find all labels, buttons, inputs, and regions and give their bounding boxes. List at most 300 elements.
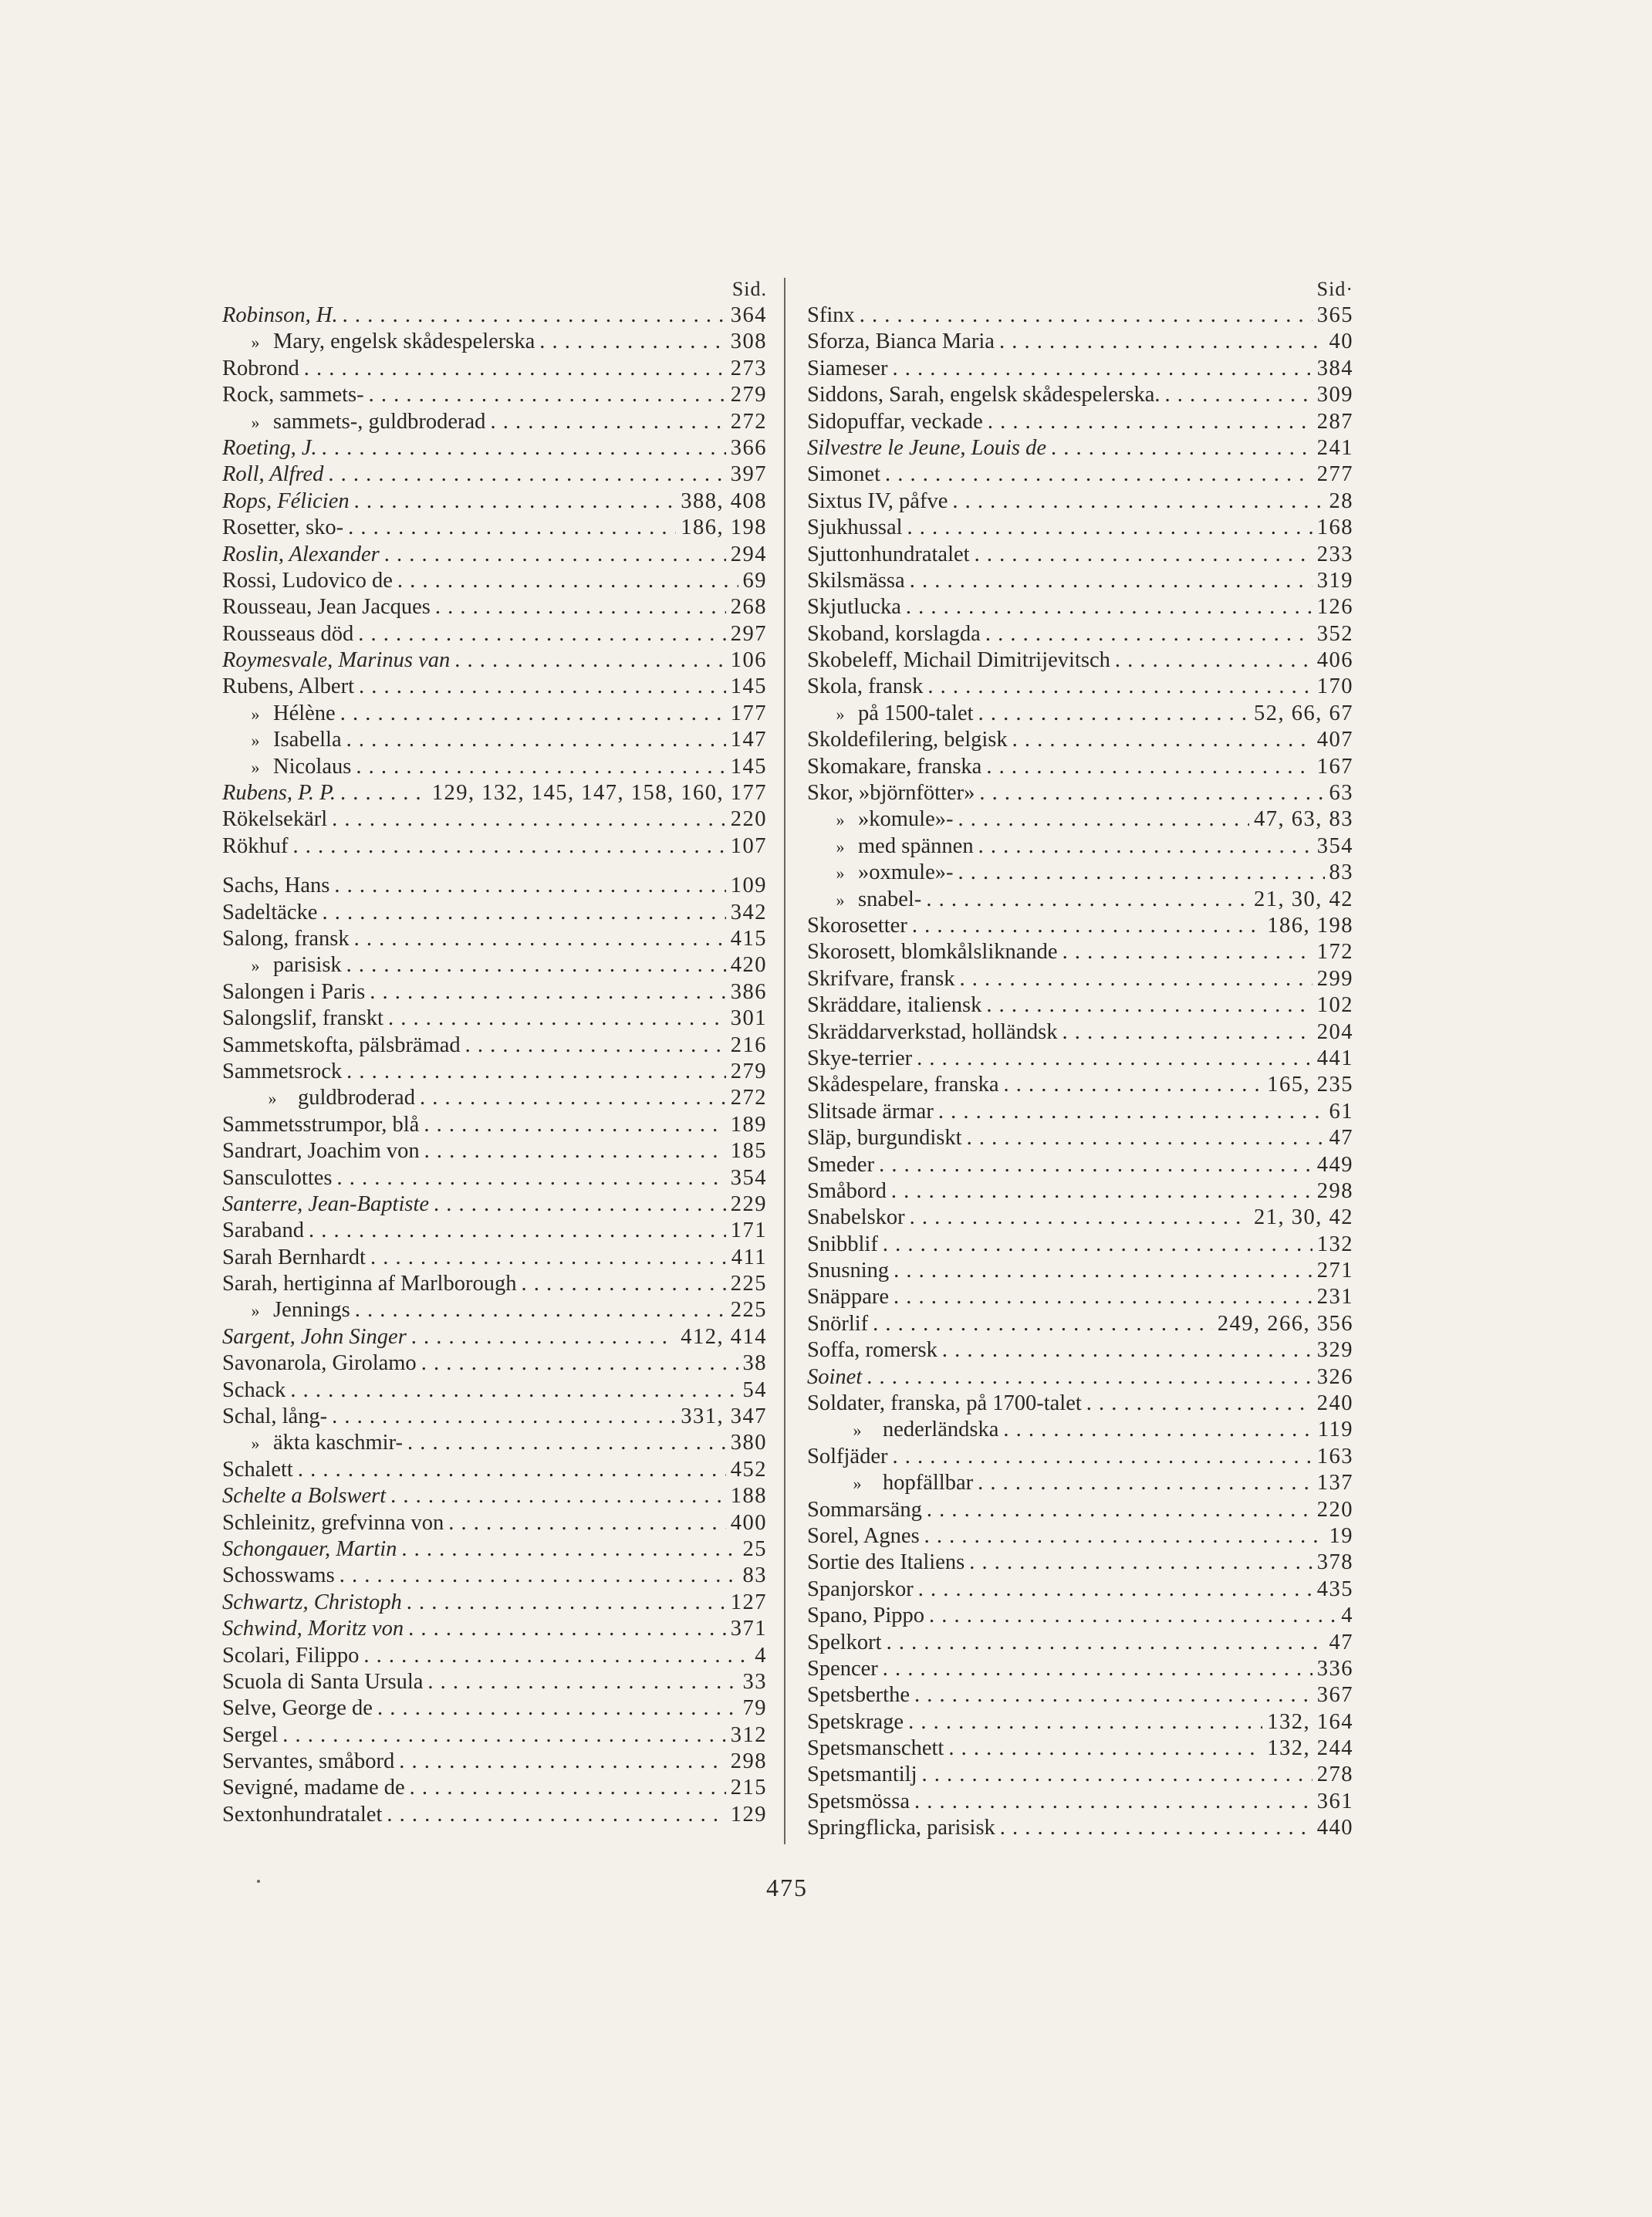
index-entry xyxy=(807,1311,1353,1337)
index-entry xyxy=(807,594,1353,620)
entry-page-ref: 52, 66, 67 xyxy=(1254,701,1353,725)
index-entry xyxy=(807,754,1353,780)
index-entry xyxy=(222,1802,767,1828)
entry-label: Skye-terrier xyxy=(807,1046,913,1070)
entry-term xyxy=(222,621,353,647)
index-entry xyxy=(222,1430,767,1456)
dot-leader xyxy=(873,1311,1213,1337)
entry-label: Roslin, Alexander xyxy=(222,542,380,566)
entry-page-ref: 225 xyxy=(730,1298,767,1323)
entry-label: Savonarola, Girolamo xyxy=(222,1351,417,1376)
index-entry xyxy=(807,1364,1353,1391)
entry-page-ref: 301 xyxy=(730,1006,767,1031)
entry-label: sammets-, guldbroderad xyxy=(273,409,486,434)
entry-term xyxy=(222,1536,397,1563)
entry-page-ref: 109 xyxy=(730,874,767,898)
entry-label: Siameser xyxy=(807,356,888,380)
dot-leader xyxy=(397,568,738,594)
entry-page-ref: 342 xyxy=(730,900,767,924)
index-entry xyxy=(222,621,767,647)
entry-term xyxy=(222,727,342,753)
dot-leader xyxy=(967,1125,1325,1151)
dot-leader xyxy=(958,806,1249,833)
entry-page-ref: 188 xyxy=(730,1484,767,1509)
entry-label: Servantes, småbord xyxy=(222,1749,395,1774)
index-entry xyxy=(222,488,767,515)
entry-label: Sarah, hertiginna af Marlborough xyxy=(222,1272,517,1296)
entry-page-ref: 79 xyxy=(742,1696,767,1721)
index-entry xyxy=(807,329,1353,355)
dot-leader xyxy=(407,1590,726,1616)
entry-label: Schleinitz, grefvinna von xyxy=(222,1510,444,1535)
dot-leader xyxy=(894,1258,1312,1284)
entry-term xyxy=(807,674,923,700)
entry-label: Schack xyxy=(222,1377,286,1402)
entry-page-ref: 352 xyxy=(1316,621,1353,646)
dot-leader xyxy=(879,1152,1312,1178)
entry-term xyxy=(807,1311,868,1337)
dot-leader xyxy=(867,1364,1312,1391)
entry-label: hopfällbar xyxy=(883,1471,974,1495)
index-entry xyxy=(222,1536,767,1563)
entry-page-ref: 406 xyxy=(1316,648,1353,673)
entry-term xyxy=(222,302,338,329)
entry-term xyxy=(222,1245,366,1271)
index-entry xyxy=(222,1457,767,1483)
index-entry xyxy=(807,1019,1353,1046)
dot-leader xyxy=(906,594,1312,620)
ditto-mark: » xyxy=(251,956,260,976)
index-entry xyxy=(222,1191,767,1218)
entry-label: Siddons, Sarah, engelsk skådespelerska. xyxy=(807,383,1160,407)
entry-page-ref: 47 xyxy=(1329,1630,1353,1654)
entry-label: Rousseau, Jean Jacques xyxy=(222,595,431,620)
entry-term xyxy=(222,515,343,541)
index-entry xyxy=(222,1271,767,1297)
entry-term xyxy=(807,1656,878,1682)
entry-term xyxy=(807,1125,962,1151)
entry-page-ref: 63 xyxy=(1329,781,1353,806)
dot-leader xyxy=(348,515,676,541)
entry-label: Skoldefilering, belgisk xyxy=(807,728,1008,752)
index-entry xyxy=(222,1085,767,1111)
dot-leader xyxy=(346,1059,726,1085)
entry-term xyxy=(222,1483,386,1509)
index-entry xyxy=(222,674,767,700)
dot-leader xyxy=(883,1232,1312,1258)
dot-leader xyxy=(907,515,1312,541)
entry-label: Mary, engelsk skådespelerska xyxy=(273,330,535,354)
entry-term xyxy=(807,1550,965,1576)
entry-term xyxy=(222,1404,327,1430)
dot-leader xyxy=(337,1165,726,1191)
entry-term xyxy=(222,435,317,461)
entry-label: Simonet xyxy=(807,462,881,487)
ditto-mark: » xyxy=(268,1089,277,1109)
entry-page-ref: 240 xyxy=(1316,1391,1353,1416)
dot-leader xyxy=(343,302,726,329)
entry-label: Sargent, John Singer xyxy=(222,1324,407,1349)
entry-label: Roymesvale, Marinus van xyxy=(222,648,451,673)
entry-term xyxy=(807,302,855,329)
entry-page-ref: 388, 408 xyxy=(681,488,767,513)
entry-label: Sadeltäcke xyxy=(222,900,318,924)
entry-page-ref: 177 xyxy=(730,701,767,725)
entry-label: Skor, »björnfötter» xyxy=(807,781,975,806)
entry-term xyxy=(222,409,485,435)
dot-leader xyxy=(304,356,726,382)
entry-label: Skola, fransk xyxy=(807,674,924,699)
dot-leader xyxy=(427,1669,738,1695)
entry-page-ref: 400 xyxy=(730,1510,767,1535)
entry-term xyxy=(807,382,1160,408)
entry-term xyxy=(222,1775,405,1801)
index-entry xyxy=(222,356,767,382)
entry-term xyxy=(222,1722,278,1749)
index-entry xyxy=(222,515,767,541)
entry-page-ref: 145 xyxy=(730,754,767,779)
entry-label: Sevigné, madame de xyxy=(222,1776,405,1800)
dot-leader xyxy=(948,1735,1262,1762)
entry-page-ref: 220 xyxy=(1316,1497,1353,1522)
entry-page-ref: 354 xyxy=(1316,833,1353,858)
entry-page-ref: 119 xyxy=(1317,1418,1353,1442)
entry-page-ref: 294 xyxy=(730,542,767,566)
index-column-left xyxy=(222,276,767,1828)
index-entry xyxy=(807,966,1353,992)
index-entry xyxy=(222,1483,767,1509)
index-entry xyxy=(807,435,1353,461)
entry-page-ref: 132, 244 xyxy=(1267,1736,1353,1761)
entry-label: Spano, Pippo xyxy=(807,1604,925,1628)
dot-leader xyxy=(354,926,726,952)
entry-term xyxy=(807,1417,998,1443)
index-entry xyxy=(807,860,1353,886)
entry-term xyxy=(807,435,1046,461)
dot-leader xyxy=(918,1577,1312,1603)
entry-page-ref: 336 xyxy=(1316,1656,1353,1681)
dot-leader xyxy=(958,860,1324,886)
entry-page-ref: 168 xyxy=(1316,515,1353,540)
entry-page-ref: 249, 266, 356 xyxy=(1217,1311,1353,1336)
entry-page-ref: 412, 414 xyxy=(681,1324,767,1349)
entry-page-ref: 312 xyxy=(730,1722,767,1747)
entry-label: Skorosetter xyxy=(807,913,907,938)
entry-label: Santerre, Jean-Baptiste xyxy=(222,1191,430,1216)
index-entry xyxy=(807,780,1353,806)
dot-leader xyxy=(340,1563,738,1589)
index-entry xyxy=(222,1245,767,1271)
index-entry xyxy=(222,461,767,488)
dot-leader xyxy=(926,887,1249,913)
dot-leader xyxy=(975,542,1312,568)
entry-label: Snäppare xyxy=(807,1285,890,1310)
dot-leader xyxy=(985,621,1312,647)
entry-label: Skjutlucka xyxy=(807,595,901,620)
entry-page-ref: 380 xyxy=(730,1431,767,1455)
index-entry xyxy=(222,806,767,833)
entry-label: Sansculottes xyxy=(222,1165,333,1190)
entry-page-ref: 145 xyxy=(730,674,767,699)
entry-label: Snusning xyxy=(807,1259,890,1283)
entry-label: Scolari, Filippo xyxy=(222,1643,360,1668)
entry-label: Spetsmantilj xyxy=(807,1762,917,1787)
dot-leader xyxy=(465,1032,726,1059)
dot-leader xyxy=(421,1350,738,1377)
dot-leader xyxy=(988,409,1312,435)
entry-label: Jennings xyxy=(273,1298,350,1323)
entry-page-ref: 83 xyxy=(742,1563,767,1588)
index-entry xyxy=(222,382,767,408)
dot-leader xyxy=(521,1271,725,1297)
entry-page-ref: 167 xyxy=(1316,754,1353,779)
dot-leader xyxy=(891,1178,1312,1205)
entry-page-ref: 272 xyxy=(730,1086,767,1110)
entry-page-ref: 271 xyxy=(1316,1259,1353,1283)
entry-label: Salong, fransk xyxy=(222,926,350,951)
entry-label: Skräddare, italiensk xyxy=(807,993,982,1018)
index-entry xyxy=(807,887,1353,913)
entry-label: Spencer xyxy=(807,1656,878,1681)
entry-label: »oxmule»- xyxy=(858,860,954,885)
entry-term xyxy=(222,1324,407,1350)
entry-page-ref: 25 xyxy=(742,1536,767,1561)
entry-term xyxy=(807,515,903,541)
entry-label: Skrifvare, fransk xyxy=(807,966,955,991)
index-entry xyxy=(222,1563,767,1589)
entry-label: äkta kaschmir- xyxy=(273,1431,403,1455)
entry-label: Sforza, Bianca Maria xyxy=(807,330,995,354)
entry-page-ref: 268 xyxy=(730,595,767,620)
entry-page-ref: 309 xyxy=(1316,383,1353,407)
dot-leader xyxy=(929,1603,1336,1629)
index-entry xyxy=(807,621,1353,647)
entry-page-ref: 233 xyxy=(1316,542,1353,566)
entry-label: Skådespelare, franska xyxy=(807,1073,999,1097)
entry-label: Rökelsekärl xyxy=(222,807,328,832)
entry-term xyxy=(807,1815,995,1841)
dot-leader xyxy=(346,952,726,978)
entry-label: Spetsmössa xyxy=(807,1789,910,1813)
entry-page-ref: 132, 164 xyxy=(1267,1709,1353,1734)
entry-term xyxy=(807,1205,905,1231)
entry-term xyxy=(807,1019,1058,1046)
entry-label: Spelkort xyxy=(807,1630,882,1654)
entry-term xyxy=(807,461,880,488)
entry-page-ref: 384 xyxy=(1316,356,1353,380)
entry-term xyxy=(807,966,955,992)
dot-leader xyxy=(978,833,1312,860)
dot-leader xyxy=(979,780,1324,806)
entry-term xyxy=(807,1789,910,1815)
entry-label: Soldater, franska, på 1700-talet xyxy=(807,1391,1082,1416)
entry-page-ref: 106 xyxy=(730,648,767,673)
entry-label: med spännen xyxy=(858,833,974,858)
entry-label: Sjuttonhundratalet xyxy=(807,542,970,566)
entry-label: Soinet xyxy=(807,1364,863,1389)
dot-leader xyxy=(952,488,1324,515)
entry-page-ref: 231 xyxy=(1316,1285,1353,1310)
dot-leader xyxy=(384,542,726,568)
index-entry xyxy=(807,1815,1353,1841)
dot-leader xyxy=(1003,1072,1262,1098)
entry-term xyxy=(807,1391,1082,1417)
entry-label: Rubens, P. P. xyxy=(222,781,336,806)
index-entry xyxy=(222,1643,767,1669)
index-entry xyxy=(222,1775,767,1801)
entry-page-ref: 215 xyxy=(730,1776,767,1800)
entry-page-ref: 102 xyxy=(1316,993,1353,1018)
entry-label: Sammetsstrumpor, blå xyxy=(222,1112,420,1137)
entry-label: Schwartz, Christoph xyxy=(222,1590,402,1614)
entry-label: nederländska xyxy=(883,1418,999,1442)
entry-page-ref: 452 xyxy=(730,1457,767,1482)
dot-leader xyxy=(420,1085,726,1111)
index-entry xyxy=(807,727,1353,753)
ditto-mark: » xyxy=(836,890,845,910)
index-entry xyxy=(222,1749,767,1775)
dot-leader xyxy=(369,382,726,408)
entry-label: Rops, Félicien xyxy=(222,488,350,513)
entry-term xyxy=(222,488,350,515)
index-entry xyxy=(222,979,767,1005)
entry-term xyxy=(807,1046,912,1072)
entry-term xyxy=(807,754,981,780)
entry-label: guldbroderad xyxy=(298,1086,415,1110)
dot-leader xyxy=(363,1643,750,1669)
index-entry xyxy=(807,833,1353,860)
entry-label: Solfjäder xyxy=(807,1444,888,1468)
entry-term xyxy=(222,674,354,700)
entry-term xyxy=(222,900,317,926)
dot-leader xyxy=(1062,939,1312,965)
dot-leader xyxy=(388,1005,726,1032)
entry-page-ref: 329 xyxy=(1316,1338,1353,1363)
index-entry xyxy=(222,1377,767,1404)
entry-label: Rubens, Albert xyxy=(222,674,354,699)
index-entry xyxy=(222,1138,767,1164)
index-entry xyxy=(222,594,767,620)
entry-page-ref: 33 xyxy=(742,1669,767,1694)
ditto-mark: » xyxy=(251,757,260,777)
index-entry xyxy=(222,1695,767,1722)
entry-label: Skoband, korslagda xyxy=(807,621,981,646)
entry-page-ref: 297 xyxy=(730,621,767,646)
entry-term xyxy=(807,1762,917,1788)
dot-leader xyxy=(356,754,725,780)
entry-label: Schalett xyxy=(222,1457,293,1482)
entry-page-ref: 83 xyxy=(1329,860,1353,885)
index-entry xyxy=(222,1722,767,1749)
dot-leader xyxy=(910,568,1312,594)
entry-label: Sandrart, Joachim von xyxy=(222,1139,420,1164)
entry-label: Skomakare, franska xyxy=(807,754,982,779)
index-entry xyxy=(807,1178,1353,1205)
entry-term xyxy=(807,1232,878,1258)
entry-label: Robrond xyxy=(222,356,299,380)
dot-leader xyxy=(914,1789,1312,1815)
entry-page-ref: 107 xyxy=(730,833,767,858)
entry-page-ref: 326 xyxy=(1316,1364,1353,1389)
entry-page-ref: 278 xyxy=(1316,1762,1353,1787)
entry-term xyxy=(807,1284,889,1310)
entry-label: Roll, Alfred xyxy=(222,462,324,487)
index-entry xyxy=(222,1059,767,1085)
entry-label: Sammetskofta, pälsbrämad xyxy=(222,1032,461,1057)
index-entry xyxy=(807,488,1353,515)
index-list-right xyxy=(807,302,1353,1842)
entry-term xyxy=(222,1218,304,1244)
dot-leader xyxy=(960,966,1312,992)
dot-leader xyxy=(293,833,726,860)
entry-term xyxy=(807,1178,887,1205)
dot-leader xyxy=(322,900,725,926)
dot-leader xyxy=(434,1191,726,1218)
page-number: 475 xyxy=(766,1874,808,1901)
index-entry xyxy=(807,1391,1353,1417)
dot-leader xyxy=(334,873,725,899)
dot-leader xyxy=(290,1377,738,1404)
index-entry xyxy=(807,1656,1353,1682)
entry-term xyxy=(222,1059,342,1085)
entry-page-ref: 411 xyxy=(731,1245,767,1269)
entry-label: Släp, burgundiskt xyxy=(807,1126,962,1151)
entry-term xyxy=(807,1630,882,1656)
entry-page-ref: 299 xyxy=(1316,966,1353,991)
entry-label: Sachs, Hans xyxy=(222,874,330,898)
dot-leader xyxy=(346,727,726,753)
index-entry xyxy=(222,754,767,780)
entry-page-ref: 308 xyxy=(730,330,767,354)
dot-leader xyxy=(927,1497,1312,1523)
dot-leader xyxy=(408,1616,726,1642)
dot-leader xyxy=(978,701,1249,727)
entry-term xyxy=(807,1603,924,1629)
entry-page-ref: 364 xyxy=(730,303,767,327)
ditto-mark: » xyxy=(836,863,845,884)
entry-term xyxy=(222,1669,423,1695)
dot-leader xyxy=(986,992,1312,1019)
dot-leader xyxy=(322,435,726,461)
index-entry xyxy=(222,1404,767,1430)
index-entry xyxy=(807,515,1353,541)
dot-leader xyxy=(914,1682,1312,1708)
entry-page-ref: 273 xyxy=(730,356,767,380)
entry-term xyxy=(807,568,905,594)
index-entry xyxy=(807,1523,1353,1550)
ditto-mark: » xyxy=(251,412,260,432)
entry-term xyxy=(807,329,995,355)
index-entry xyxy=(807,1709,1353,1735)
index-entry xyxy=(807,1789,1353,1815)
entry-term xyxy=(807,860,953,886)
entry-term xyxy=(807,1364,862,1391)
ditto-mark: » xyxy=(251,333,260,353)
entry-page-ref: 279 xyxy=(730,1059,767,1083)
entry-page-ref: 170 xyxy=(1316,674,1353,699)
entry-label: Nicolaus xyxy=(273,754,352,779)
entry-term xyxy=(807,1444,887,1470)
index-entry xyxy=(222,542,767,568)
index-entry xyxy=(807,1735,1353,1762)
index-entry xyxy=(222,701,767,727)
index-entry xyxy=(222,1005,767,1032)
entry-term xyxy=(807,1523,920,1550)
entry-term xyxy=(807,1072,998,1098)
entry-page-ref: 378 xyxy=(1316,1550,1353,1575)
sid-header: Sid· xyxy=(1316,278,1353,300)
dot-leader xyxy=(908,1709,1262,1735)
